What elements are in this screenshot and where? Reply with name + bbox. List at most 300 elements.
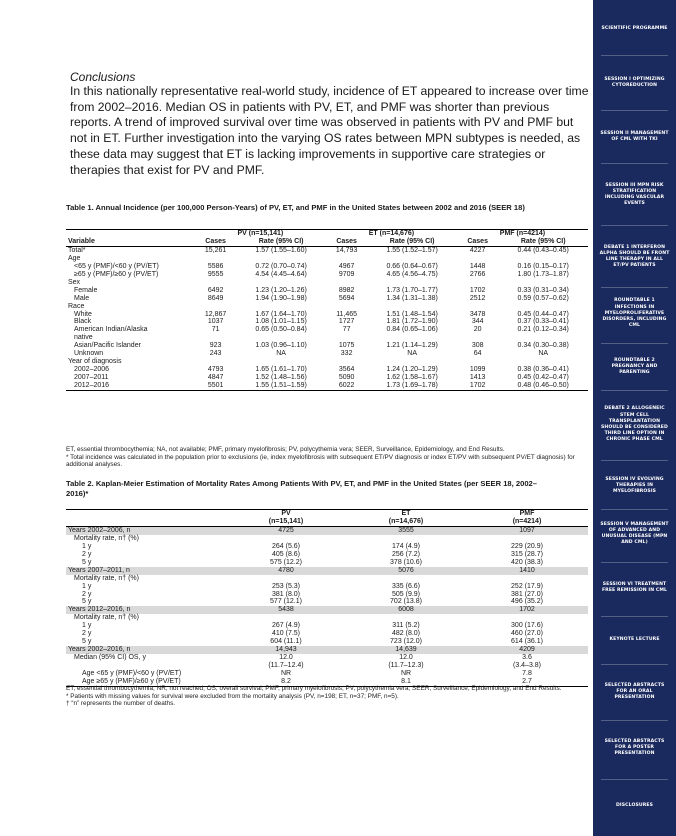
table-cell (226, 614, 346, 622)
table1-group-et: ET (n=14,676) (368, 230, 415, 237)
table1-header: Cases (467, 237, 488, 245)
sidebar-item-13[interactable]: SELECTED ABSTRACTS FOR A POSTER PRESENTATION (604, 738, 665, 757)
table-cell: 335 (6.6) (391, 582, 421, 590)
table-cell: 5694 (338, 294, 355, 302)
table-cell (195, 279, 236, 287)
table-cell (236, 279, 326, 287)
table-cell: 378 (10.6) (390, 558, 422, 566)
table-cell: 9709 (338, 270, 355, 278)
table-cell: 11,465 (336, 310, 358, 318)
table-cell: 2766 (469, 270, 486, 278)
table-row (66, 614, 588, 622)
table-cell: 5 y (82, 558, 92, 566)
table-row (66, 543, 588, 551)
table-cell: 0.34 (0.30–0.38) (517, 342, 569, 350)
sidebar-item-5[interactable]: ROUNDTABLE 1 INFECTIONS IN MYELOPROLIFERATIVE DISORDERS, INCLUDING CML (602, 298, 667, 329)
sidebar-item-6[interactable]: ROUNDTABLE 2 PREGNANCY AND PARENTING (611, 357, 658, 376)
table-cell: (11.7–12.3) (388, 662, 424, 670)
table-row (66, 246, 588, 254)
table-cell: Years 2002–2016, n (66, 646, 226, 654)
table-cell (326, 358, 367, 366)
conclusions-text: In this nationally representative real-world study, incidence of ET appeared to increase over time from 2002–2016. Median OS in patients with PV, ET, and PMF was shorter than previous reports. A trend of improved survival over time was observed in patients with PV and PMF but not in ET. Further investigation into the varying OS rates between MPN subtypes is needed, as these data may suggest that ET is lacking improvements in supportive care strategies or therapies that exist for PV and PMF. (70, 84, 589, 177)
sidebar-item-0[interactable]: SCIENTIFIC PROGRAMME (601, 25, 668, 31)
table-cell (367, 334, 457, 342)
table-row (66, 287, 588, 295)
table-cell: 460 (27.0) (511, 630, 543, 638)
table2-caption: Table 2. Kaplan-Meier Estimation of Mortality Rates Among Patients With PV, ET, and PMF in the United States (per SEER 18, 2002–2016)* (66, 479, 537, 498)
table-cell: 4967 (338, 262, 355, 270)
table-cell: 2 y (82, 590, 92, 598)
table-cell: NA (538, 350, 549, 358)
table-header-row (66, 510, 588, 518)
table-cell: 1097 (466, 526, 588, 534)
table-header-row (66, 518, 588, 526)
table-cell (236, 303, 326, 311)
sidebar-item-8[interactable]: SESSION IV EVOLVING THERAPIES IN MYELOFIBROSIS (605, 476, 664, 495)
table-cell: Years 2012–2016, n (66, 606, 226, 614)
table-cell (457, 358, 498, 366)
table-cell: 14,639 (346, 646, 466, 654)
table-cell: 229 (20.9) (511, 542, 543, 550)
table-cell (367, 255, 457, 263)
sidebar-item-11[interactable]: KEYNOTE LECTURE (609, 636, 660, 642)
table-cell: (3.4–3.8) (512, 662, 542, 670)
table-cell: 4725 (226, 526, 346, 534)
table-cell: 3478 (469, 310, 486, 318)
table-cell: White (74, 310, 92, 318)
table-cell: 482 (8.0) (391, 630, 421, 638)
table-cell: 20 (473, 326, 482, 334)
table2-header: PV (281, 510, 291, 517)
table-cell: 1.81 (1.72–1.90) (386, 318, 438, 326)
table2-header: (n=14,676) (388, 517, 424, 525)
table-cell: NR (400, 670, 412, 678)
footnote: ET, essential thrombocythemia; NA, not available; PMF, primary myelofibrosis; PV, polycythemia vera; SEER, Surveillance, Epidemiology, and End Results. (66, 446, 505, 453)
table-row (66, 279, 588, 287)
table-row (66, 630, 588, 638)
table-cell (498, 303, 588, 311)
table-row (66, 326, 588, 334)
table1-caption: Table 1. Annual Incidence (per 100,000 Person-Years) of PV, ET, and PMF in the United States between 2002 and 2016 (SEER 18) (66, 203, 525, 212)
table-cell: 1.55 (1.51–1.59) (255, 382, 307, 390)
table-cell: Years 2002–2006, n (66, 526, 226, 534)
table-row (66, 551, 588, 559)
table-cell (326, 303, 367, 311)
sidebar-item-14[interactable]: DISCLOSURES (616, 802, 653, 808)
table-cell: Age <65 y (PMF)/<60 y (PV/ET) (82, 670, 182, 678)
table2 (66, 509, 588, 687)
table-cell: NA (407, 350, 418, 358)
table-cell: 4847 (207, 374, 224, 382)
table-row (66, 654, 588, 662)
table-cell: 64 (473, 350, 482, 358)
table-cell (367, 279, 457, 287)
table-cell: 1.24 (1.20–1.29) (386, 366, 438, 374)
table-row (66, 638, 588, 646)
table-cell (498, 279, 588, 287)
table-row (66, 606, 588, 614)
sidebar-item-9[interactable]: SESSION V MANAGEMENT OF ADVANCED AND UNUSUAL DISEASE (MPN AND CML) (600, 521, 669, 546)
table-cell: 6008 (346, 606, 466, 614)
table-cell: 1.03 (0.96–1.10) (255, 342, 307, 350)
table-cell: 4209 (466, 646, 588, 654)
footnote: ET, essential thrombocythemia; NR, not reached; OS, overall survival; PMF, primary myelofibrosis; PV, polycythemia vera; SEER, Surveillance, Epidemiology, and End Results. (66, 685, 562, 692)
table-cell: 2002–2006 (74, 366, 110, 374)
table-cell: 243 (209, 350, 222, 358)
table-row (66, 358, 588, 366)
table-cell (226, 535, 346, 543)
table-row (66, 295, 588, 303)
table-cell: 0.45 (0.44–0.47) (517, 310, 569, 318)
table-row (66, 318, 588, 326)
table-cell: 614 (36.1) (511, 638, 543, 646)
table-cell (346, 575, 466, 583)
table-row (66, 535, 588, 543)
table-cell: 1702 (469, 382, 486, 390)
table-cell: 264 (5.6) (271, 542, 301, 550)
table-cell: 420 (38.3) (511, 558, 543, 566)
table-cell: 3555 (346, 526, 466, 534)
sidebar-item-2[interactable]: SESSION II MANAGEMENT OF CML WITH TKI (600, 130, 669, 142)
table-cell: 0.84 (0.65–1.06) (386, 326, 438, 334)
table-cell: 1.94 (1.90–1.98) (255, 294, 307, 302)
table-cell: 0.33 (0.31–0.34) (517, 286, 569, 294)
table-cell: 1702 (466, 606, 588, 614)
table-cell: 1 y (82, 542, 92, 550)
table-cell: 0.16 (0.15–0.17) (517, 262, 569, 270)
table-cell (457, 279, 498, 287)
table-cell: 1075 (338, 342, 355, 350)
table-cell: 577 (12.1) (270, 598, 302, 606)
table-cell: ≥65 y (PMF)/≥60 y (PV/ET) (74, 270, 159, 278)
table-cell: 1.80 (1.73–1.87) (517, 270, 569, 278)
table-cell: 6022 (338, 382, 355, 390)
table2-header: ET (401, 510, 411, 517)
table-cell: 1.08 (1.01–1.15) (255, 318, 307, 326)
table-cell: 702 (13.8) (390, 598, 422, 606)
table-cell: 4793 (207, 366, 224, 374)
table-cell: 256 (7.2) (391, 550, 421, 558)
table-cell (498, 255, 588, 263)
table-cell: 2 y (82, 630, 92, 638)
table-cell: native (74, 334, 93, 342)
table1-group-pmf: PMF (n=4214) (499, 230, 546, 237)
table-cell: Mortality rate, n† (%) (74, 614, 139, 622)
table-cell: Age ≥65 y (PMF)/≥60 y (PV/ET) (82, 678, 181, 686)
table-row (66, 263, 588, 271)
table-row (66, 598, 588, 606)
table-cell: American Indian/Alaska (74, 326, 148, 334)
table-cell (457, 334, 498, 342)
sidebar-divider (601, 460, 668, 461)
table-cell: 2 y (82, 550, 92, 558)
table-cell: 344 (471, 318, 484, 326)
table-cell (457, 255, 498, 263)
table-cell: 1.67 (1.64–1.70) (255, 310, 307, 318)
table-cell: 3564 (338, 366, 355, 374)
table-row (66, 271, 588, 279)
table-row (66, 303, 588, 311)
table1-group-pv: PV (n=15,141) (237, 230, 284, 237)
table-row (66, 559, 588, 567)
table-cell: 77 (342, 326, 351, 334)
table-cell (466, 575, 588, 583)
table2-footnotes (66, 685, 590, 708)
table1-header: Rate (95% CI) (520, 237, 566, 245)
sidebar-divider (601, 779, 668, 780)
table-row (66, 334, 588, 342)
table-cell: 308 (471, 342, 484, 350)
table-cell: 381 (27.0) (511, 590, 543, 598)
table-cell: 1.34 (1.31–1.38) (386, 294, 438, 302)
table-cell: 12.0 (279, 654, 293, 662)
table-cell: 4.65 (4.56–4.75) (386, 270, 438, 278)
table-cell (498, 334, 588, 342)
table-cell: 0.65 (0.50–0.84) (255, 326, 307, 334)
table-cell: 1727 (338, 318, 355, 326)
table2-header: PMF (519, 510, 535, 517)
table-cell: 14,943 (226, 646, 346, 654)
sidebar-item-3[interactable]: SESSION III MPN RISK STRATIFICATION INCLUDING VASCULAR EVENTS (604, 182, 665, 207)
sidebar-item-1[interactable]: SESSION I OPTIMIZING CYTOREDUCTION (604, 76, 665, 88)
sidebar-divider (601, 390, 668, 391)
table-cell: 1410 (466, 567, 588, 575)
table-cell: 1.73 (1.70–1.77) (386, 286, 438, 294)
table-cell: 8982 (338, 286, 355, 294)
table-cell: 2012–2016 (74, 382, 110, 390)
table-cell: 5501 (207, 382, 224, 390)
table2-header (66, 518, 226, 526)
table-cell: 9555 (207, 270, 224, 278)
table-cell: 267 (4.9) (271, 622, 301, 630)
table-cell: Mortality rate, n† (%) (74, 574, 139, 582)
table-row (66, 662, 588, 670)
table-cell (367, 358, 457, 366)
table-cell: (11.7–12.4) (268, 662, 304, 670)
table-cell: 923 (209, 342, 222, 350)
table-cell (236, 358, 326, 366)
table-cell: 253 (5.3) (271, 582, 301, 590)
table-row (66, 311, 588, 319)
table-cell (466, 614, 588, 622)
table2-header: (n=4214) (512, 517, 542, 525)
table1-header: Variable (68, 237, 95, 245)
table-cell (326, 255, 367, 263)
table-row (66, 382, 588, 390)
table-cell: 381 (8.0) (271, 590, 301, 598)
table-cell (195, 334, 236, 342)
table-cell: 5438 (226, 606, 346, 614)
table-cell: 0.21 (0.12–0.34) (517, 326, 569, 334)
table-cell: 5 y (82, 598, 92, 606)
sidebar-nav (593, 0, 676, 836)
table-cell: 5090 (338, 374, 355, 382)
table-cell: Black (74, 318, 92, 326)
table-cell (466, 535, 588, 543)
table2-header (66, 510, 226, 518)
table-cell (236, 334, 326, 342)
table-row (66, 575, 588, 583)
sidebar-divider (601, 343, 668, 344)
table-row (66, 567, 588, 575)
footnote: * Patients with missing values for survival were excluded from the mortality analysis (PV, n=198; ET, n=37; PMF, n=5). (66, 692, 399, 700)
table1-header: Cases (205, 237, 226, 245)
table-cell: Female (74, 286, 98, 294)
table-row (66, 670, 588, 678)
table-cell: 1413 (469, 374, 486, 382)
sidebar-item-4[interactable]: DEBATE 1 INTERFERON ALPHA SHOULD BE FRONT LINE THERAPY IN ALL ET/PV PATIENTS (599, 244, 670, 269)
table-cell: 0.37 (0.33–0.41) (517, 318, 569, 326)
sidebar-item-12[interactable]: SELECTED ABSTRACTS FOR AN ORAL PRESENTATION (604, 682, 665, 701)
table-cell: 1.23 (1.20–1.26) (255, 286, 307, 294)
table-cell: 0.59 (0.57–0.62) (517, 294, 569, 302)
table-cell: 300 (17.6) (511, 622, 543, 630)
table-cell (195, 255, 236, 263)
table-cell: 405 (8.6) (271, 550, 301, 558)
table-cell (457, 303, 498, 311)
table1-header: Rate (95% CI) (389, 237, 435, 245)
table-cell: 8.1 (401, 678, 411, 686)
table-cell: 1 y (82, 582, 92, 590)
table-cell: 4780 (226, 567, 346, 575)
table-cell: 723 (12.0) (390, 638, 422, 646)
table-cell: 1448 (469, 262, 486, 270)
table-row (66, 255, 588, 263)
sidebar-item-7[interactable]: DEBATE 2 ALLOGENEIC STEM CELL TRANSPLANTATION SHOULD BE CONSIDERED THIRD LINE OPTION IN CHRONIC PHASE CML (601, 406, 668, 443)
table-cell: 2007–2011 (74, 374, 109, 382)
table-cell: 5586 (207, 262, 224, 270)
table-cell: 410 (7.5) (271, 630, 301, 638)
table-cell: 311 (5.2) (392, 622, 420, 630)
sidebar-divider (601, 509, 668, 510)
sidebar-divider (601, 163, 668, 164)
table-cell: 8649 (207, 294, 224, 302)
table-cell: 12,867 (204, 310, 227, 318)
table-cell: 1.51 (1.48–1.54) (386, 310, 438, 318)
table-cell (367, 303, 457, 311)
table-row (66, 591, 588, 599)
table-cell: 575 (12.2) (270, 558, 302, 566)
table-cell: 1.73 (1.69–1.78) (386, 382, 438, 390)
table-cell: 15,261 (204, 246, 227, 254)
table-cell: 0.38 (0.36–0.41) (517, 366, 569, 374)
table-cell: NR (280, 670, 292, 678)
table-cell: 0.45 (0.42–0.47) (517, 374, 569, 382)
table-cell: 332 (340, 350, 353, 358)
table-cell: 0.72 (0.70–0.74) (255, 262, 307, 270)
table-cell: 5076 (346, 567, 466, 575)
table-cell (226, 575, 346, 583)
table-cell: 174 (4.9) (391, 542, 421, 550)
table-cell: 7.8 (522, 670, 532, 678)
table-cell: 0.48 (0.46–0.50) (517, 382, 569, 390)
table-cell: 2512 (469, 294, 486, 302)
table-cell (195, 358, 236, 366)
table-row (66, 374, 588, 382)
table-cell: NA (276, 350, 286, 358)
table-cell: 1.55 (1.52–1.57) (386, 246, 438, 254)
table-cell: 1702 (469, 286, 486, 294)
table-cell: 12.0 (399, 654, 413, 662)
table-cell (66, 662, 226, 670)
table-cell: Median (95% CI) OS, y (74, 654, 146, 662)
table1-header: Rate (95% CI) (258, 237, 304, 245)
table-cell: 0.44 (0.43–0.45) (517, 246, 569, 254)
sidebar-divider (601, 720, 668, 721)
table-cell (326, 334, 367, 342)
table-cell: 2.7 (522, 678, 532, 686)
table-cell: Male (74, 294, 90, 302)
table-cell: 1 y (82, 622, 92, 630)
table1-header: Cases (336, 237, 357, 245)
table-cell: 496 (35.2) (511, 598, 543, 606)
table-cell: <65 y (PMF)/<60 y (PV/ET) (74, 262, 159, 270)
table-cell: Years 2007–2011, n (66, 567, 226, 575)
table-cell: 1037 (207, 318, 224, 326)
table-cell (498, 358, 588, 366)
table-cell: Race (68, 302, 85, 310)
table-cell (346, 535, 466, 543)
table-cell: 5 y (82, 638, 92, 646)
table-row (66, 646, 588, 654)
table-row (66, 583, 588, 591)
sidebar-divider (601, 225, 668, 226)
table-cell: 315 (28.7) (511, 550, 543, 558)
table-cell: 3.6 (522, 654, 532, 662)
table-cell: 1.52 (1.48–1.56) (255, 374, 307, 382)
footnote: † “n” represents the number of deaths. (66, 700, 176, 708)
sidebar-divider (601, 110, 668, 111)
table1-footnotes (66, 446, 590, 469)
table-cell: Year of diagnosis (68, 358, 122, 366)
footnote: * Total incidence was calculated in the population prior to exclusions (ie, index myelofibrosis with subsequent ET/PV diagnosis or index ET/PV with subsequent PV/ET diagnosis) for additional analyses. (66, 453, 575, 469)
conclusions-title: Conclusions (70, 70, 136, 84)
table-row (66, 342, 588, 350)
table-cell: 505 (9.9) (391, 590, 421, 598)
table-cell: 252 (17.9) (511, 582, 543, 590)
table-cell: 4.54 (4.45–4.64) (255, 270, 307, 278)
table1 (66, 229, 588, 391)
sidebar-divider (601, 562, 668, 563)
table-cell: Unknown (74, 350, 104, 358)
table-cell (326, 279, 367, 287)
table-cell: 4227 (469, 246, 486, 254)
table-row (66, 366, 588, 374)
table-cell: Sex (68, 278, 81, 286)
table-row (66, 526, 588, 534)
table-cell: 71 (211, 326, 220, 334)
table-row (66, 350, 588, 358)
table-cell: 6492 (207, 286, 224, 294)
table-cell: 1.65 (1.61–1.70) (255, 366, 307, 374)
table-cell: Asian/Pacific Islander (74, 342, 141, 350)
table-cell: Age (68, 254, 81, 262)
table-cell (236, 255, 326, 263)
table-cell: 0.66 (0.64–0.67) (386, 262, 438, 270)
table-cell: 1.21 (1.14–1.29) (386, 342, 438, 350)
table-row (66, 622, 588, 630)
table-cell: 604 (11.1) (270, 638, 302, 646)
table-cell: Total* (68, 246, 86, 254)
table-cell: 1099 (469, 366, 486, 374)
sidebar-divider (601, 287, 668, 288)
table-cell (346, 614, 466, 622)
sidebar-divider (601, 616, 668, 617)
table-cell (195, 303, 236, 311)
table2-header: (n=15,141) (268, 517, 304, 525)
sidebar-item-10[interactable]: SESSION VI TREATMENT FREE REMISSION IN CML (601, 581, 668, 593)
sidebar-divider (601, 55, 668, 56)
